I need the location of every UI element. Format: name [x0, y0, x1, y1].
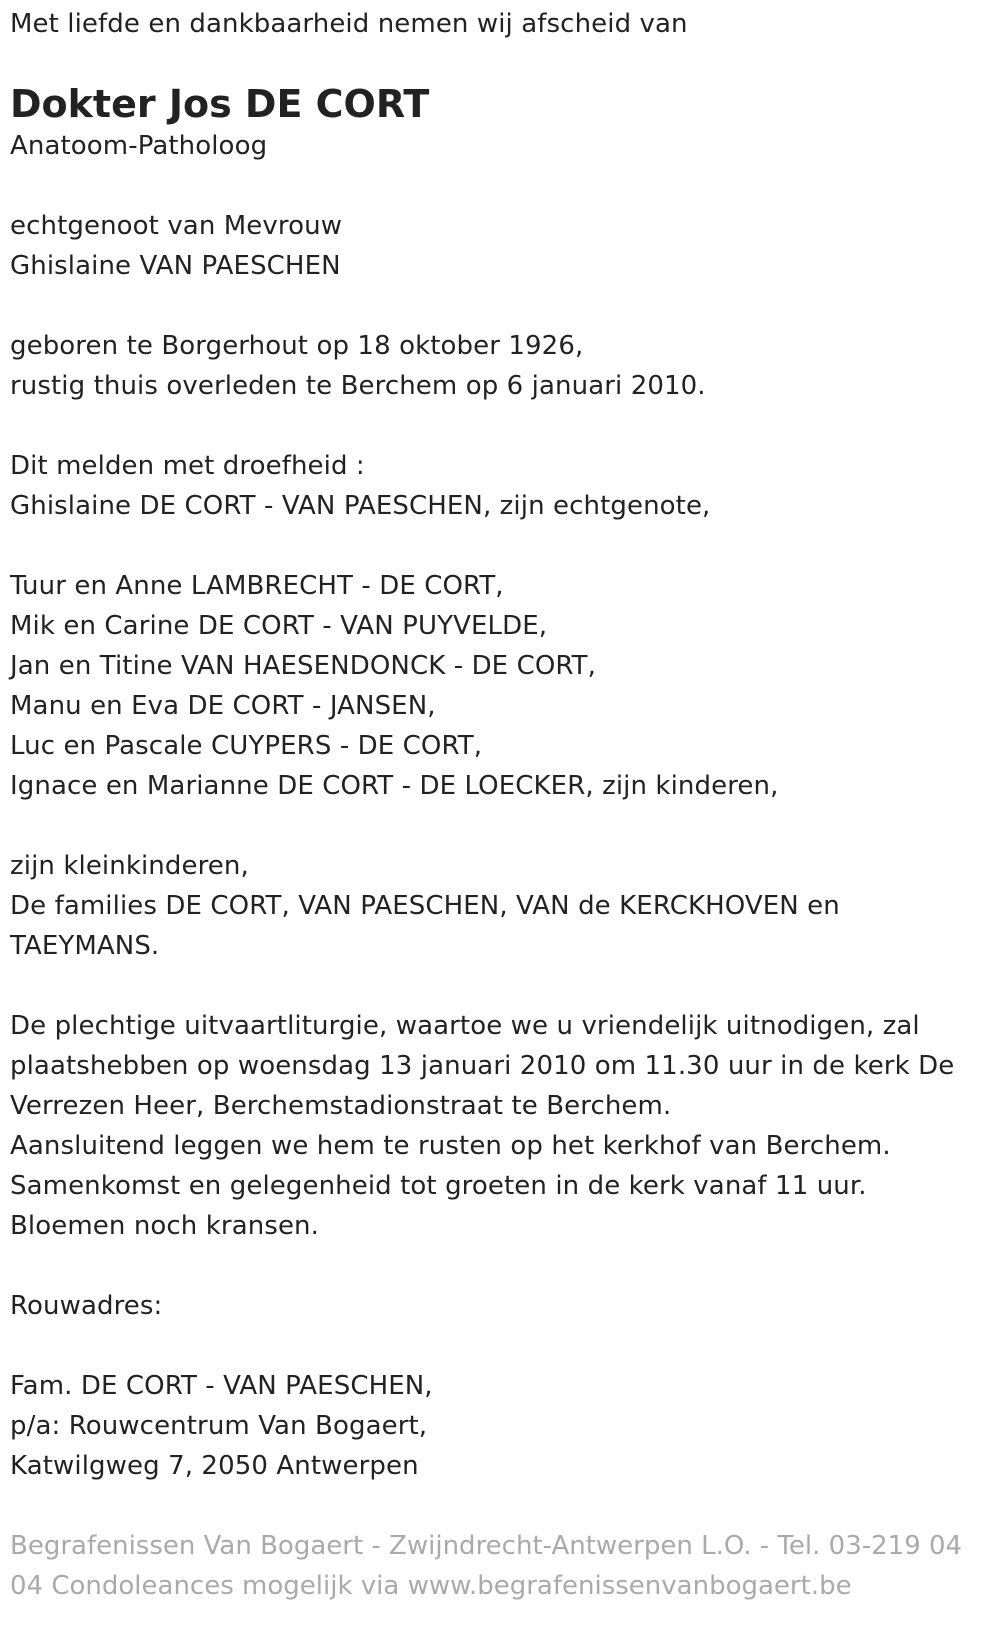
spacer: [10, 406, 970, 446]
mourning-address-label: Rouwadres:: [10, 1291, 163, 1321]
ceremony-line: Samenkomst en gelegenheid tot groeten in de kerk vanaf 11 uur.: [10, 1171, 867, 1201]
child-line: Jan en Titine VAN HAESENDONCK - DE CORT,: [10, 651, 597, 681]
ceremony-line: Aansluitend leggen we hem te rusten op het kerkhof van Berchem.: [10, 1131, 891, 1161]
address-line: p/a: Rouwcentrum Van Bogaert,: [10, 1411, 428, 1441]
spouse-block: [10, 206, 970, 286]
spacer: [10, 1326, 970, 1366]
address-line: Fam. DE CORT - VAN PAESCHEN,: [10, 1371, 433, 1401]
announcer-line: Ghislaine DE CORT - VAN PAESCHEN, zijn echtgenote,: [10, 491, 711, 521]
children-block: [10, 566, 970, 806]
footer-line: Begrafenissen Van Bogaert - Zwijndrecht-Antwerpen L.O. - Tel. 03-219 04: [10, 1531, 963, 1561]
deceased-profession: Anatoom-Patholoog: [10, 131, 268, 161]
birth-line: geboren te Borgerhout op 18 oktober 1926,: [10, 331, 584, 361]
spouse-line: echtgenoot van Mevrouw: [10, 211, 343, 241]
family-block: [10, 846, 970, 966]
family-line: De families DE CORT, VAN PAESCHEN, VAN de KERCKHOVEN en: [10, 891, 840, 921]
spacer: [10, 1246, 970, 1286]
ceremony-line: plaatshebben op woensdag 13 januari 2010 om 11.30 uur in de kerk De: [10, 1051, 955, 1081]
spacer: [10, 806, 970, 846]
ceremony-line: De plechtige uitvaartliturgie, waartoe we u vriendelijk uitnodigen, zal: [10, 1011, 920, 1041]
family-line: zijn kleinkinderen,: [10, 851, 249, 881]
footer: [10, 1526, 970, 1606]
ceremony-block: [10, 1006, 970, 1246]
child-line: Tuur en Anne LAMBRECHT - DE CORT,: [10, 571, 504, 601]
ceremony-line: Bloemen noch kransen.: [10, 1211, 319, 1241]
ceremony-line: Verrezen Heer, Berchemstadionstraat te Berchem.: [10, 1091, 672, 1121]
footer-line: 04 Condoleances mogelijk via www.begrafenissenvanbogaert.be: [10, 1571, 852, 1601]
intro-line: Met liefde en dankbaarheid nemen wij afscheid van: [10, 9, 688, 39]
spacer: [10, 286, 970, 326]
announcer-line: Dit melden met droefheid :: [10, 451, 365, 481]
address-line: Katwilgweg 7, 2050 Antwerpen: [10, 1451, 419, 1481]
deceased-name: Dokter Jos DE CORT: [10, 82, 430, 126]
obituary-notice: [10, 0, 970, 1606]
family-line: TAEYMANS.: [10, 931, 160, 961]
child-line: Luc en Pascale CUYPERS - DE CORT,: [10, 731, 483, 761]
announcers-block: [10, 446, 970, 526]
mourning-address-block: [10, 1366, 970, 1486]
spacer: [10, 1486, 970, 1526]
death-line: rustig thuis overleden te Berchem op 6 januari 2010.: [10, 371, 706, 401]
life-dates-block: [10, 326, 970, 406]
child-line: Mik en Carine DE CORT - VAN PUYVELDE,: [10, 611, 548, 641]
child-line: Manu en Eva DE CORT - JANSEN,: [10, 691, 436, 721]
spacer: [10, 526, 970, 566]
spouse-line: Ghislaine VAN PAESCHEN: [10, 251, 341, 281]
spacer: [10, 166, 970, 206]
spacer: [10, 966, 970, 1006]
child-line: Ignace en Marianne DE CORT - DE LOECKER, zijn kinderen,: [10, 771, 779, 801]
